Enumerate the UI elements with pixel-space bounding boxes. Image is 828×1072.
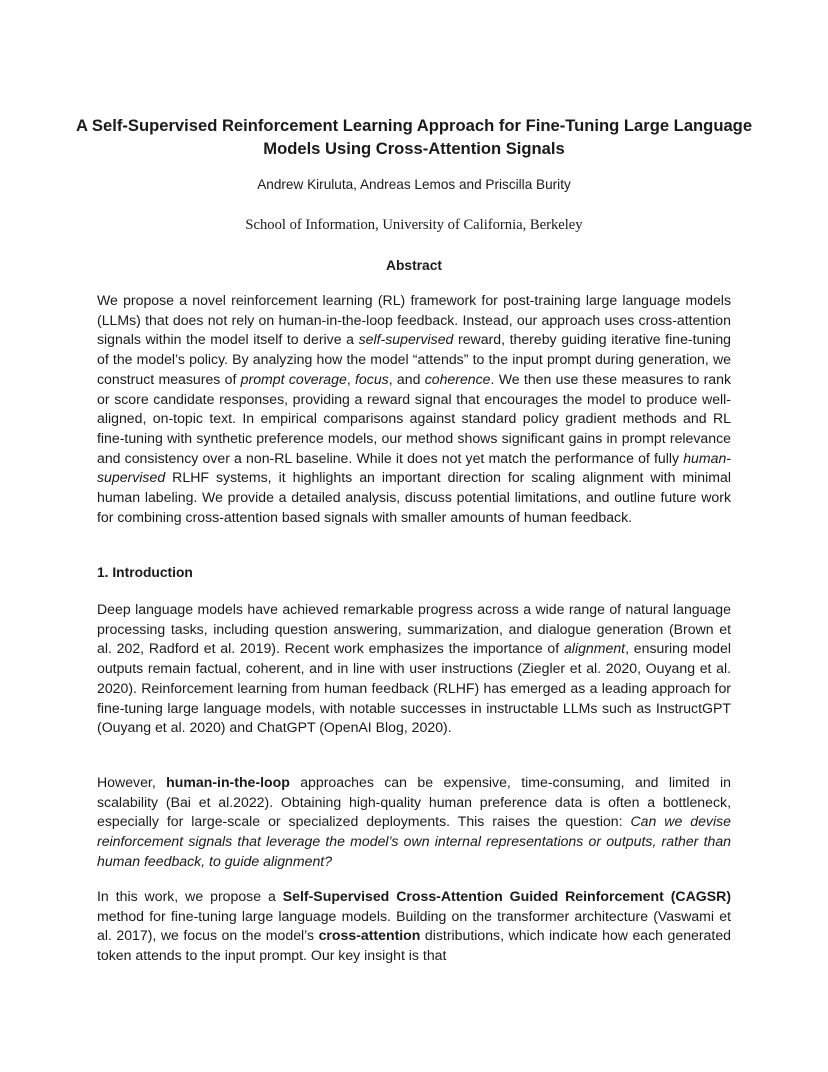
abstract-emphasis: self-supervised	[358, 331, 454, 348]
abstract-emphasis: human-supervised	[97, 449, 731, 486]
intro-bold: Self-Supervised Cross-Attention Guided Reinforcement (CAGSR)	[282, 888, 732, 904]
section-heading-introduction: 1. Introduction	[97, 565, 193, 580]
abstract-paragraph	[97, 291, 731, 527]
abstract-emphasis: coherence	[424, 370, 491, 387]
intro-paragraph-3	[97, 887, 731, 966]
abstract-text: RLHF systems, it highlights an important direction for scaling alignment with minimal human labeling. We provide a detailed analysis, discuss potential limitations, and outline future work for combining cross-attention based signals with smaller amounts of human feedback.	[97, 469, 731, 525]
paper-title: A Self-Supervised Reinforcement Learning Approach for Fine-Tuning Large Language Models Using Cross-Attention Signals	[75, 116, 753, 158]
abstract-text: . We then use these measures to rank or score candidate responses, providing a reward signal that encourages the model to produce well-aligned, on-topic text. In empirical comparisons against standard policy gradient methods and RL fine-tuning with synthetic preference models, our method shows significant gains in prompt relevance and consistency over a non-RL baseline. While it does not yet match the performance of fully	[97, 370, 731, 466]
intro-paragraph-2	[97, 773, 731, 872]
affiliation: School of Information, University of California, Berkeley	[245, 217, 583, 233]
intro-text: In this work, we propose a	[97, 888, 283, 904]
abstract-text: We propose a novel reinforcement learning (RL) framework for post-training large language models (LLMs) that does not rely on human-in-the-loop feedback. Instead, our approach uses cross-attention signals within the model itself to derive a	[97, 292, 731, 348]
abstract-text: reward, thereby guiding iterative fine-tuning of the model’s policy. By analyzing how the model “attends” to the input prompt during generation, we construct measures of	[97, 331, 732, 387]
abstract-emphasis: prompt coverage	[240, 370, 347, 387]
intro-emphasis: alignment	[563, 640, 626, 657]
intro-text: approaches can be expensive, time-consuming, and limited in scalability (Bai et al.2022). Obtaining high-quality human preference data is often a bottleneck, especially for large-scale or specialized deployments. This raises the question:	[97, 774, 731, 830]
abstract-emphasis: focus	[355, 370, 389, 387]
intro-paragraph-1	[97, 600, 731, 738]
abstract-heading: Abstract	[386, 258, 442, 273]
intro-text: distributions, which indicate how each generated token attends to the input prompt. Our key insight is that	[97, 927, 731, 964]
intro-text: However,	[97, 774, 167, 790]
intro-emphasis: Can we devise reinforcement signals that leverage the model’s own internal representations or outputs, rather than human feedback, to guide alignment?	[97, 813, 731, 869]
intro-text: , ensuring model outputs remain factual, coherent, and in line with user instructions (Ziegler et al. 2020, Ouyang et al. 2020). Reinforcement learning from human feedback (RLHF) has emerged as a leading approach for fine-tuning large language models, with notable successes in instructable LLMs such as InstructGPT (Ouyang et al. 2020) and ChatGPT (OpenAI Blog, 2020).	[97, 640, 731, 736]
intro-bold: cross-attention	[318, 927, 421, 944]
intro-text: method for fine-tuning large language models. Building on the transformer architecture (Vaswami et al. 2017), we focus on the model’s	[97, 907, 731, 944]
intro-bold: human-in-the-loop	[166, 774, 290, 790]
intro-text: Deep language models have achieved remarkable progress across a wide range of natural language processing tasks, including question answering, summarization, and dialogue generation (Brown et al. 202, Radford et al. 2019). Recent work emphasizes the importance of	[97, 601, 731, 657]
author-list: Andrew Kiruluta, Andreas Lemos and Priscilla Burity	[257, 177, 571, 192]
abstract-text: ,	[346, 370, 356, 387]
abstract-text: , and	[388, 370, 425, 387]
